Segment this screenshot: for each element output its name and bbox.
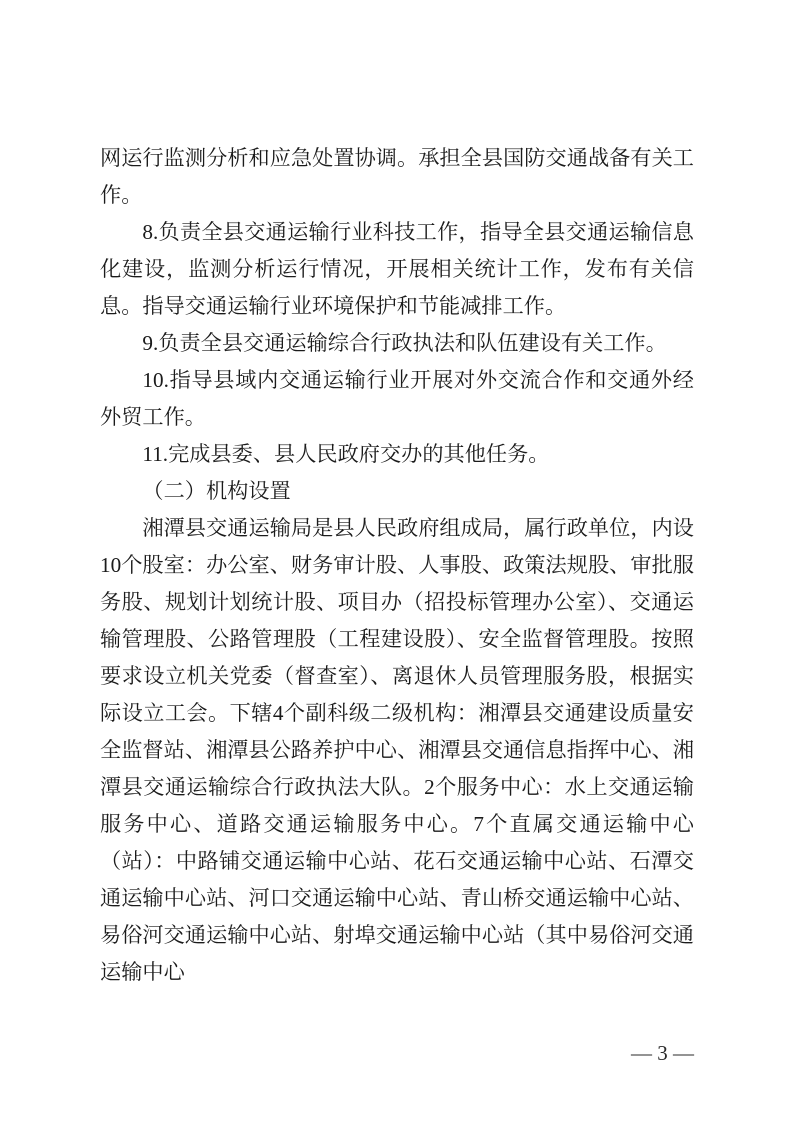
document-body [100, 140, 694, 991]
para-continuation: 网运行监测分析和应急处置协调。承担全县国防交通战备有关工作。 [100, 146, 694, 207]
para-org-setup: 湘潭县交通运输局是县人民政府组成局，属行政单位，内设10个股室：办公室、财务审计股、人事股、政策法规股、审批服务股、规划计划统计股、项目办（招投标管理办公室）、交通运输管理股、公路管理股（工程建设股）、安全监督管理股。按照要求设立机关党委（督查室）、离退休人员管理服务股，根据实际设立工会。下辖4个副科级二级机构：湘潭县交通建设质量安全监督站、湘潭县公路养护中心、湘潭县交通信息指挥中心、湘潭县交通运输综合行政执法大队。2个服务中心：水上交通运输服务中心、道路交通运输服务中心。7个直属交通运输中心（站）：中路铺交通运输中心站、花石交通运输中心站、石潭交通运输中心站、河口交通运输中心站、青山桥交通运输中心站、易俗河交通运输中心站、射埠交通运输中心站（其中易俗河交通运输中心 [100, 516, 694, 984]
para-item-9: 9.负责全县交通运输综合行政执法和队伍建设有关工作。 [142, 331, 667, 355]
para-item-10: 10.指导县域内交通运输行业开展对外交流合作和交通外经外贸工作。 [100, 368, 694, 429]
para-item-11: 11.完成县委、县人民政府交办的其他任务。 [142, 442, 550, 466]
page-number: — 3 — [631, 1041, 694, 1065]
section-heading: （二）机构设置 [142, 479, 291, 503]
para-item-8: 8.负责全县交通运输行业科技工作，指导全县交通运输信息化建设，监测分析运行情况，开展相关统计工作，发布有关信息。指导交通运输行业环境保护和节能减排工作。 [100, 220, 694, 318]
page-footer [0, 1039, 694, 1067]
